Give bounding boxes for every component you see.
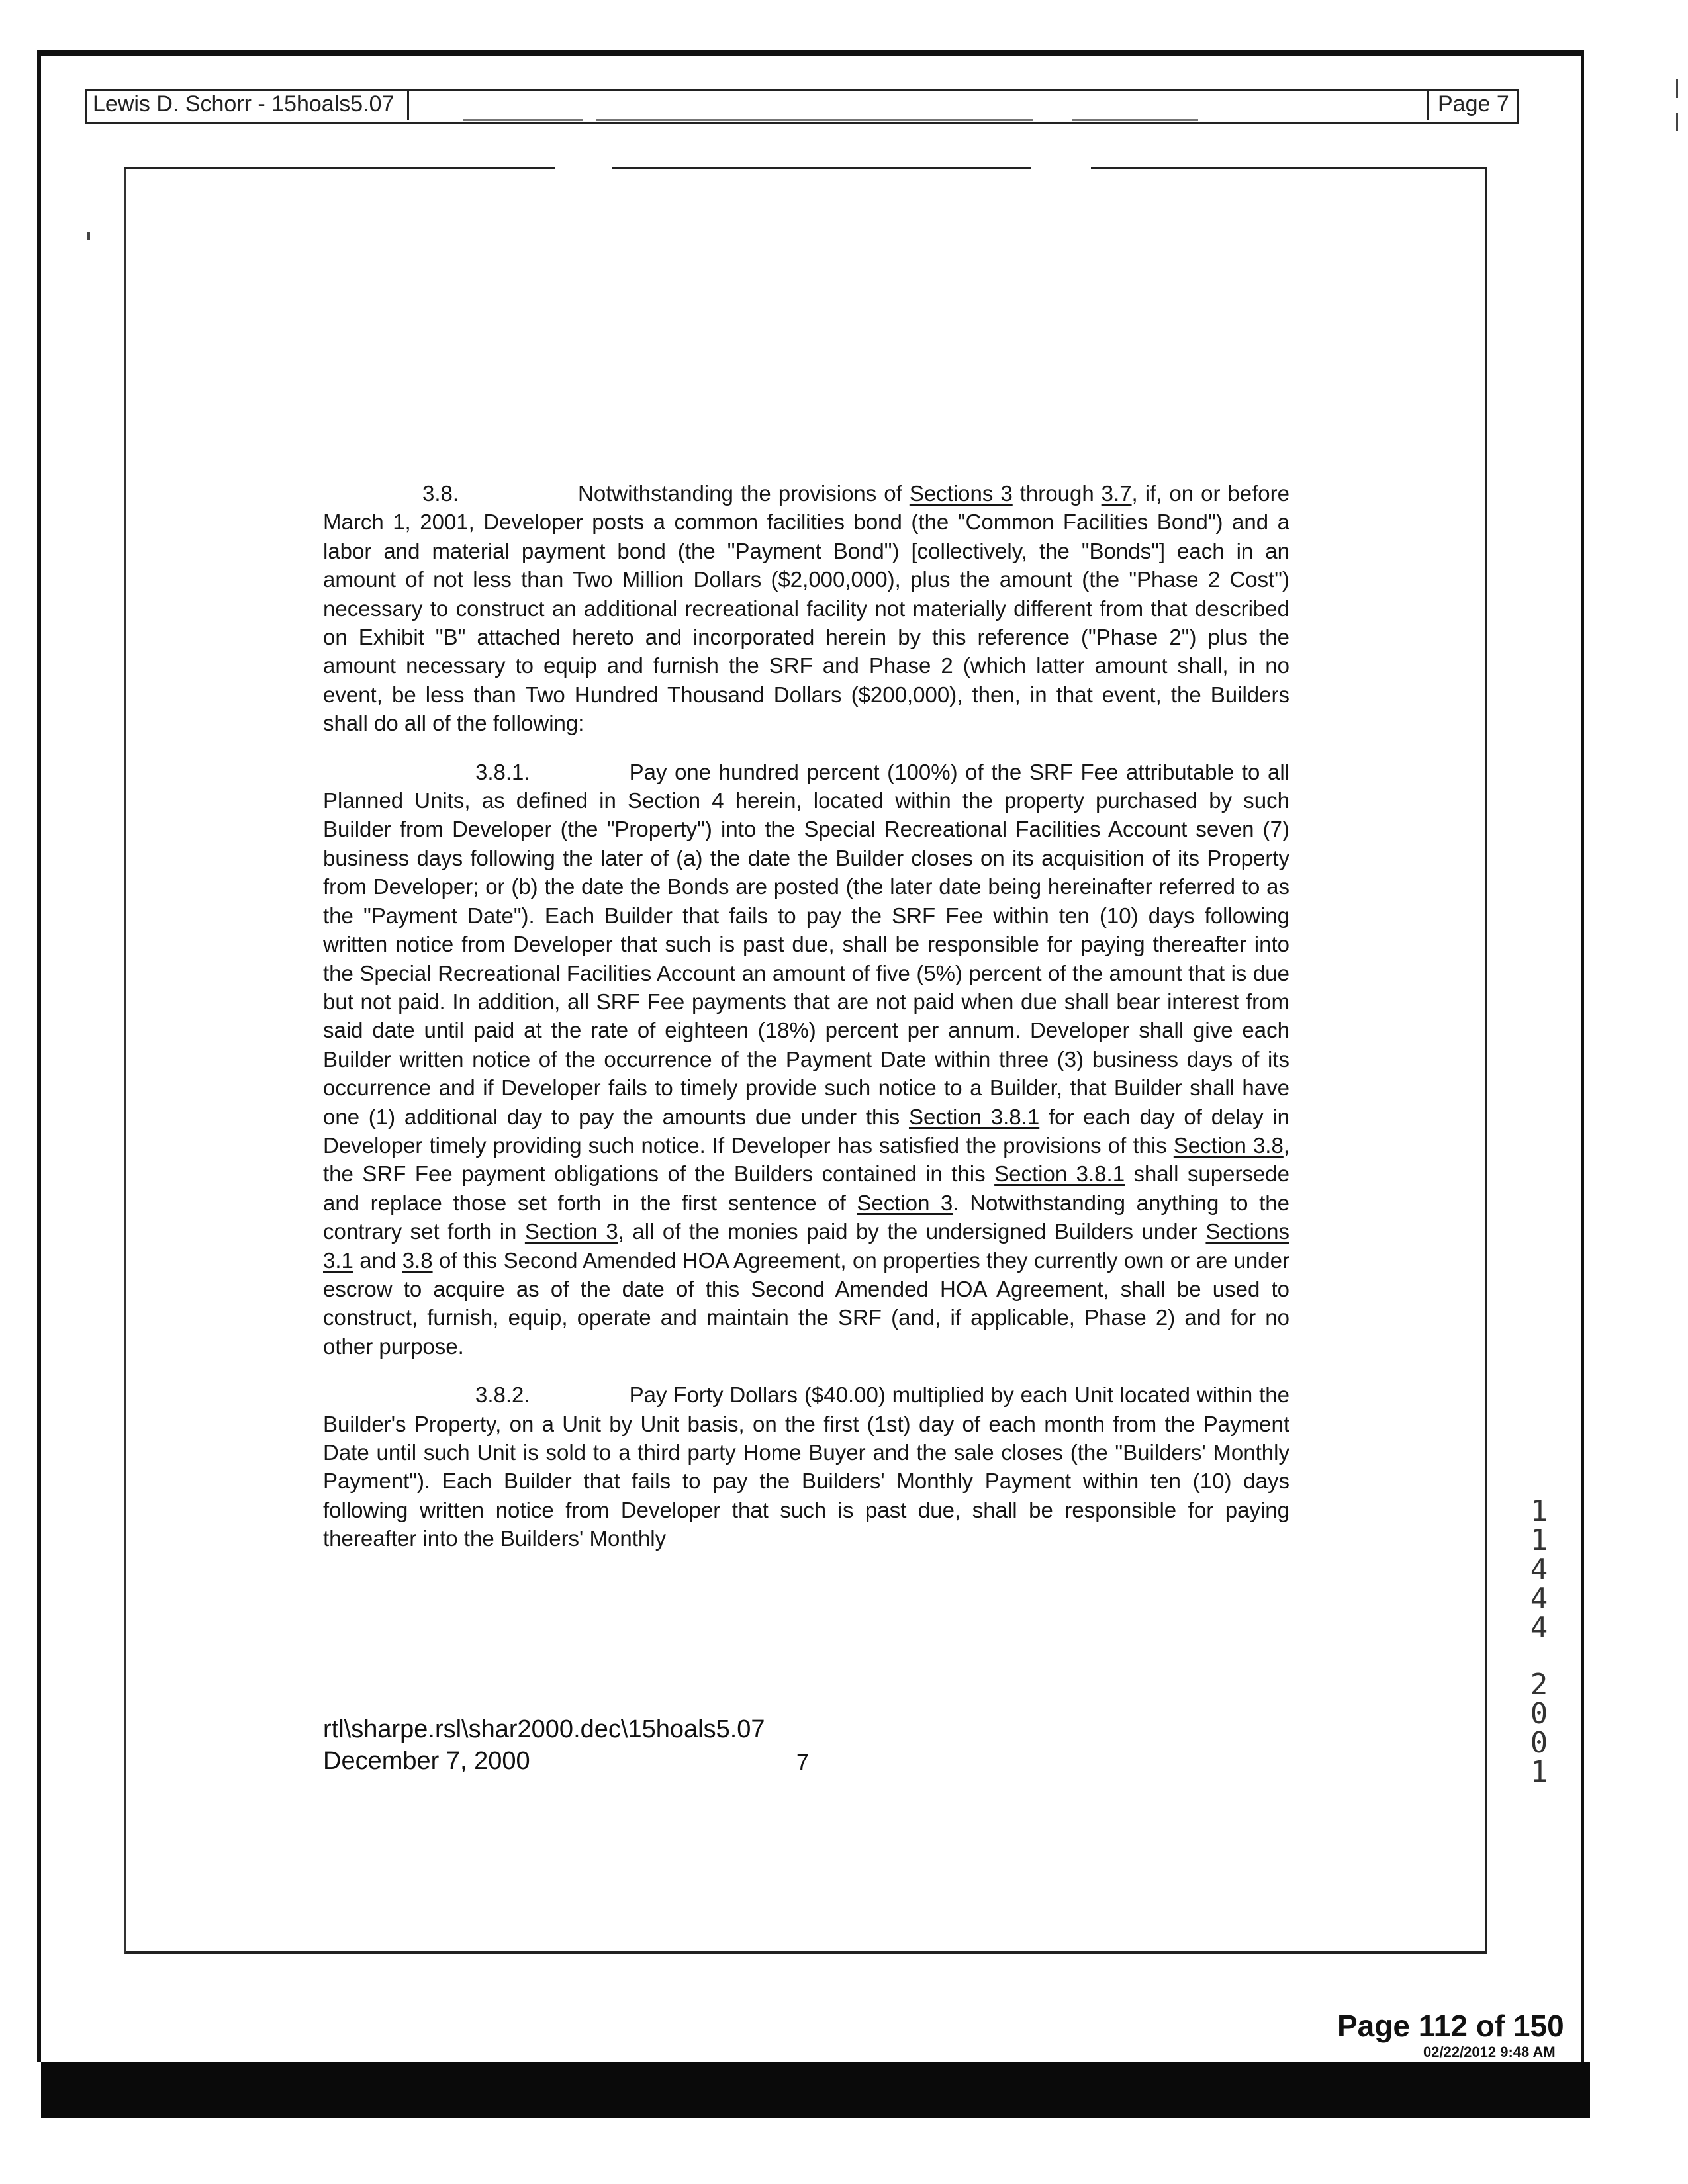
scan-artifact (1676, 79, 1678, 98)
document-body (323, 479, 1289, 1573)
scan-artifact (87, 232, 90, 240)
section-reference: Section 3 (524, 1219, 618, 1244)
scan-top-border (41, 50, 1583, 56)
scan-left-border (37, 50, 41, 2062)
scan-bottom-border (41, 2062, 1590, 2118)
section-number: 3.8.2. (475, 1383, 530, 1408)
footer-date: December 7, 2000 (323, 1747, 530, 1775)
section-number: 3.8. (422, 481, 459, 506)
header-document-label: Lewis D. Schorr - 15hoals5.07 (93, 91, 409, 120)
section-reference: 3.8 (402, 1248, 433, 1273)
page-frame-top-segment (124, 167, 555, 169)
section-reference: Section 3.8.1 (994, 1161, 1125, 1187)
footer-page-number: 7 (796, 1750, 809, 1775)
section-reference: 3.7 (1101, 481, 1132, 506)
page-frame-top-segment (1091, 167, 1485, 169)
footer-file-path: rtl\sharpe.rsl\shar2000.dec\15hoals5.07 (323, 1715, 765, 1743)
section-reference: Sections 3 (909, 481, 1013, 506)
paragraph-3-8-2: 3.8.2. Pay Forty Dollars ($40.00) multiplied by each Unit located within the Builder's Property, on a Unit by Unit basis, on the first (1st) day of each month from the Payment Date until such Unit is sold to a third party Home Buyer and the sale closes (the "Builders' Monthly Payment"). Each Builder that fails to pay the Builders' Monthly Payment within ten (10) days following written notice from Developer that such is past due, shall be responsible for paying thereafter into the Builders' Monthly (323, 1383, 1289, 1551)
section-reference: Section 3.8.1 (908, 1104, 1040, 1129)
scan-right-border (1581, 50, 1584, 2062)
header-page-label: Page 7 (1427, 91, 1509, 120)
margin-document-number: 1 1 4 4 4 2 0 0 1 (1530, 1494, 1548, 1789)
page-counter: Page 112 of 150 (1337, 2009, 1564, 2043)
scan-artifact (1072, 119, 1198, 121)
paragraph-3-8: 3.8. Notwithstanding the provisions of Sections 3 through 3.7, if, on or before March 1, 2001, Developer posts a common facilities bond (the "Common Facilities Bond") and a labor and material payment bond (the "Payment Bond") [collectively, the "Bonds"] each in an amount of not less than Two Million Dollars ($2,000,000), plus the amount (the "Phase 2 Cost") necessary to construct an additional recreational facility not materially different from that described on Exhibit "B" attached hereto and incorporated herein by this reference ("Phase 2") plus the amount necessary to equip and furnish the SRF and Phase 2 (which latter amount shall, in no event, be less than Two Hundred Thousand Dollars ($200,000), then, in that event, the Builders shall do all of the following: (323, 481, 1289, 736)
section-number: 3.8.1. (475, 759, 530, 784)
scan-artifact (596, 119, 1033, 121)
print-timestamp: 02/22/2012 9:48 AM (1423, 2044, 1556, 2060)
page-frame-top-segment (612, 167, 1031, 169)
scan-artifact (463, 119, 583, 121)
section-reference: Section 3.8 (1173, 1132, 1284, 1158)
scan-artifact (1676, 113, 1678, 131)
section-reference: Sections 3.1 (323, 1219, 1289, 1273)
section-reference: Section 3 (857, 1190, 953, 1215)
paragraph-3-8-1: 3.8.1. Pay one hundred percent (100%) of the SRF Fee attributable to all Planned Units, as defined in Section 4 herein, located within the property purchased by such Builder from Developer (the "Property") into the Special Recreational Facilities Account seven (7) business days following the later of (a) the date the Builder closes on its acquisition of its Property from Developer; or (b) the date the Bonds are posted (the later date being hereinafter referred to as the "Payment Date"). Each Builder that fails to pay the SRF Fee within ten (10) days following written notice from Developer that such is past due, shall be responsible for paying thereafter into the Special Recreational Facilities Account an amount of five (5%) percent of the amount that is due but not paid. In addition, all SRF Fee payments that are not paid when due shall bear interest from said date until paid at the rate of eighteen (18%) percent per annum. Developer shall give each Builder written notice of the occurrence of the Payment Date within three (3) business days of its occurrence and if Developer fails to timely provide such notice to a Builder, that Builder shall have one (1) additional day to pay the amounts due under this Section 3.8.1 for each day of delay in Developer timely providing such notice. If Developer has satisfied the provisions of this Section 3.8, the SRF Fee payment obligations of the Builders contained in this Section 3.8.1 shall supersede and replace those set forth in the first sentence of Section 3. Notwithstanding anything to the contrary set forth in Section 3, all of the monies paid by the undersigned Builders under Sections 3.1 and 3.8 of this Second Amended HOA Agreement, on properties they currently own or are under escrow to acquire as of the date of this Second Amended HOA Agreement, shall be used to construct, furnish, equip, operate and maintain the SRF (and, if applicable, Phase 2) and for no other purpose. (323, 759, 1290, 1359)
